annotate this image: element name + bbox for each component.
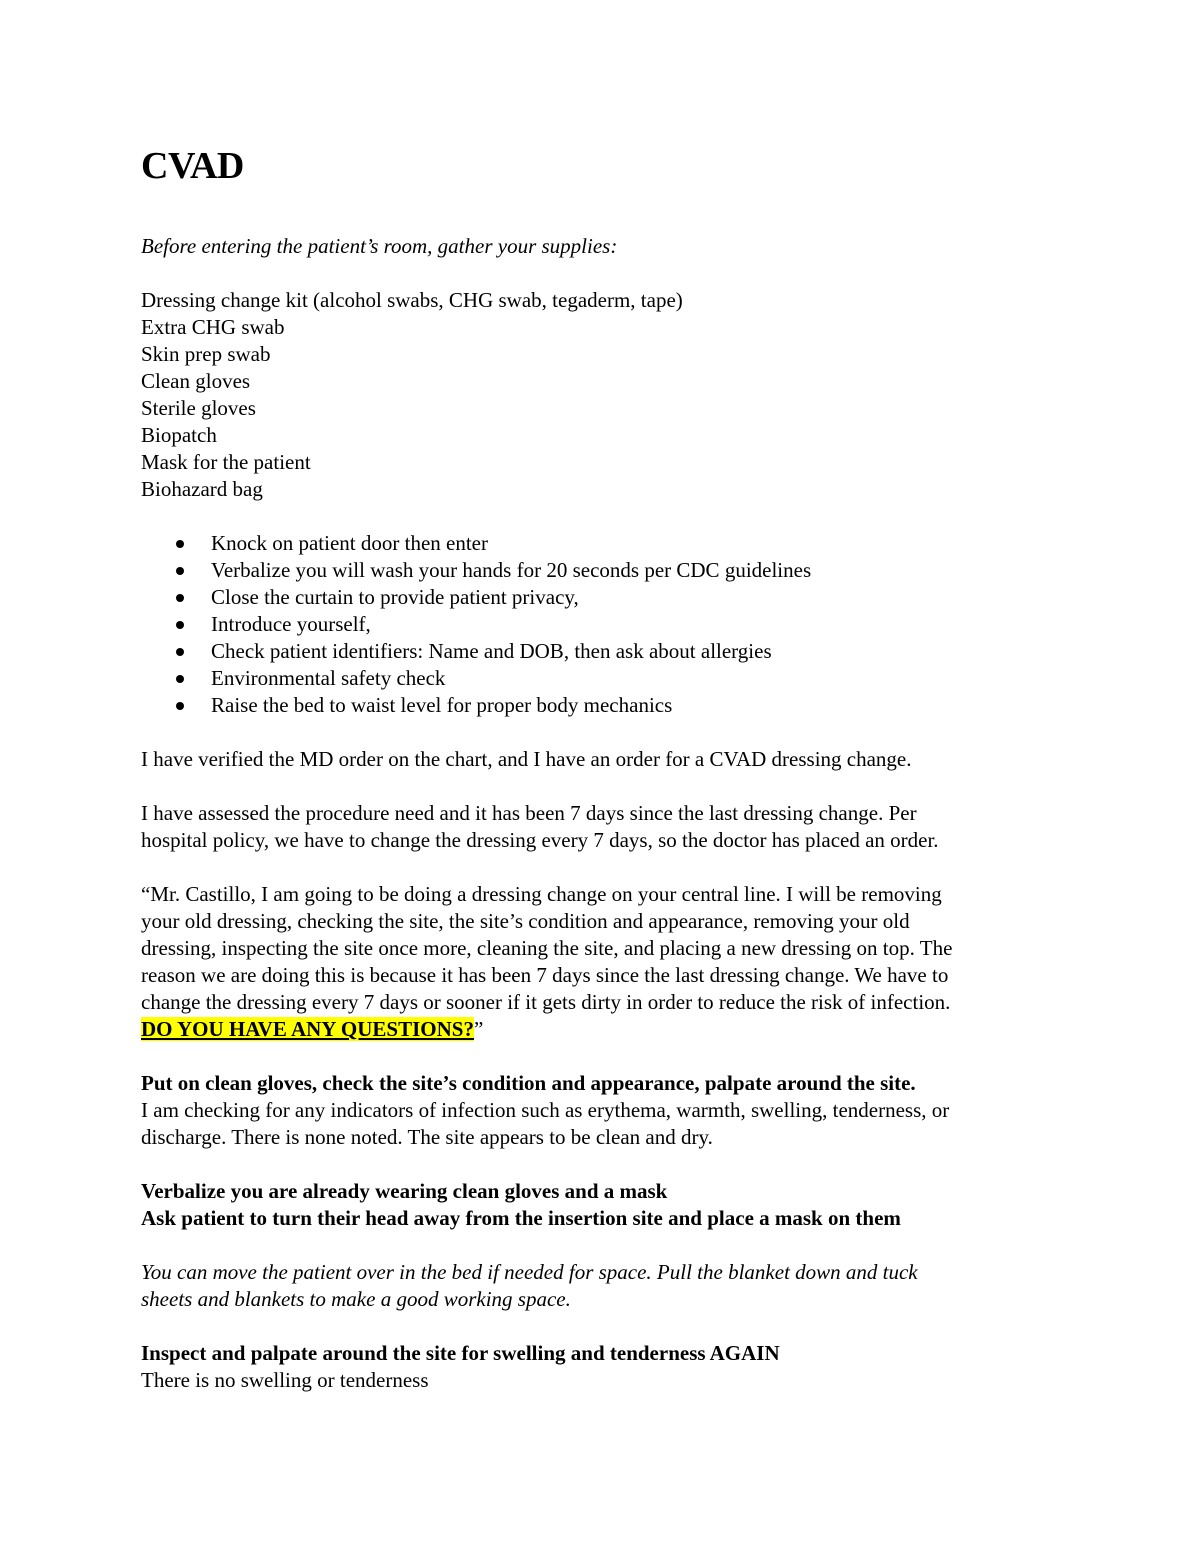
step-text: Raise the bed to waist level for proper body mechanics [211, 693, 673, 717]
spacer [141, 773, 1061, 800]
inspect-again-heading: Inspect and palpate around the site for swelling and tenderness AGAIN [141, 1341, 780, 1365]
assessment-line: hospital policy, we have to change the dressing every 7 days, so the doctor has placed an order. [141, 828, 939, 852]
step-item [141, 530, 1061, 557]
spacer [141, 1232, 1061, 1259]
step-text: Knock on patient door then enter [211, 531, 488, 555]
bullet-icon [176, 648, 184, 656]
check-site-section [141, 1070, 1061, 1151]
spacer [141, 1151, 1061, 1178]
script-line: “Mr. Castillo, I am going to be doing a dressing change on your central line. I will be removing [141, 882, 942, 906]
script-line: dressing, inspecting the site once more, cleaning the site, and placing a new dressing on top. The [141, 936, 953, 960]
verified-order-text: I have verified the MD order on the chart, and I have an order for a CVAD dressing change. [141, 747, 912, 771]
mask-section [141, 1178, 1061, 1232]
supply-item: Biohazard bag [141, 477, 263, 501]
bullet-icon [176, 567, 184, 575]
positioning-line: You can move the patient over in the bed if needed for space. Pull the blanket down and tuck [141, 1260, 918, 1284]
patient-script-paragraph [141, 881, 1061, 1043]
script-line: change the dressing every 7 days or sooner if it gets dirty in order to reduce the risk of infection. [141, 990, 951, 1014]
step-item [141, 665, 1061, 692]
supply-item: Biopatch [141, 423, 217, 447]
spacer [141, 1043, 1061, 1070]
check-site-heading: Put on clean gloves, check the site’s condition and appearance, palpate around the site. [141, 1071, 916, 1095]
bullet-icon [176, 675, 184, 683]
assessment-paragraph [141, 800, 1061, 854]
bullet-icon [176, 702, 184, 710]
spacer [141, 854, 1061, 881]
mask-step: Ask patient to turn their head away from the insertion site and place a mask on them [141, 1206, 901, 1230]
supplies-list [141, 287, 1061, 503]
positioning-line: sheets and blankets to make a good working space. [141, 1287, 571, 1311]
mask-step: Verbalize you are already wearing clean gloves and a mask [141, 1179, 668, 1203]
inspect-again-finding: There is no swelling or tenderness [141, 1368, 429, 1392]
script-line: your old dressing, checking the site, the site’s condition and appearance, removing your old [141, 909, 910, 933]
check-site-line: discharge. There is none noted. The site appears to be clean and dry. [141, 1125, 713, 1149]
entry-steps-list [141, 530, 1061, 719]
closing-quote: ” [473, 1017, 484, 1041]
supply-item: Dressing change kit (alcohol swabs, CHG swab, tegaderm, tape) [141, 288, 683, 312]
bullet-icon [176, 594, 184, 602]
step-item [141, 692, 1061, 719]
supply-item: Extra CHG swab [141, 315, 285, 339]
positioning-note [141, 1259, 1061, 1313]
spacer [141, 503, 1061, 530]
questions-highlight: DO YOU HAVE ANY QUESTIONS? [141, 1017, 474, 1041]
script-line: reason we are doing this is because it has been 7 days since the last dressing change. We have to [141, 963, 949, 987]
bullet-icon [176, 540, 184, 548]
step-text: Check patient identifiers: Name and DOB, then ask about allergies [211, 639, 772, 663]
step-text: Verbalize you will wash your hands for 20 seconds per CDC guidelines [211, 558, 812, 582]
supply-item: Sterile gloves [141, 396, 256, 420]
questions-line [141, 1016, 1061, 1043]
step-text: Introduce yourself, [211, 612, 371, 636]
step-item [141, 557, 1061, 584]
bullet-icon [176, 621, 184, 629]
step-item [141, 611, 1061, 638]
supply-item: Clean gloves [141, 369, 251, 393]
assessment-line: I have assessed the procedure need and it has been 7 days since the last dressing change. Per [141, 801, 917, 825]
inspect-again-section [141, 1340, 1061, 1394]
supply-item: Skin prep swab [141, 342, 271, 366]
step-item [141, 584, 1061, 611]
supplies-intro: Before entering the patient’s room, gather your supplies: [141, 234, 618, 258]
step-item [141, 638, 1061, 665]
document-body [141, 233, 1061, 1394]
check-site-line: I am checking for any indicators of infection such as erythema, warmth, swelling, tenderness, or [141, 1098, 950, 1122]
spacer [141, 719, 1061, 746]
document-title: CVAD [141, 145, 244, 187]
spacer [141, 260, 1061, 287]
step-text: Close the curtain to provide patient privacy, [211, 585, 579, 609]
step-text: Environmental safety check [211, 666, 446, 690]
supply-item: Mask for the patient [141, 450, 311, 474]
spacer [141, 1313, 1061, 1340]
